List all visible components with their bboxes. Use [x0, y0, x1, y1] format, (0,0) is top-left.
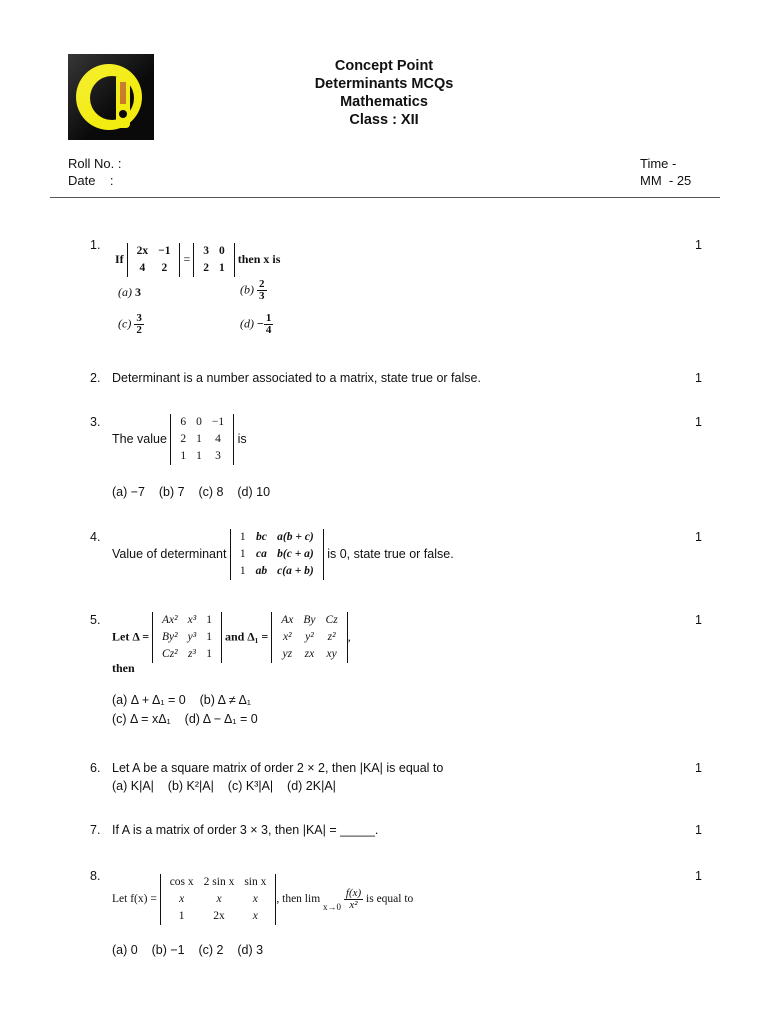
question-number: 4.	[90, 530, 101, 544]
title-class: Class : XII	[349, 112, 419, 128]
question-6-text: Let A be a square matrix of order 2 × 2, then |KA| is equal to	[112, 761, 444, 775]
max-marks-label: MM - 25	[640, 173, 692, 188]
question-number: 2.	[90, 371, 101, 385]
question-5-then: then	[112, 661, 135, 675]
question-8-stem: Let f(x) = cos x 2 sin x sin x x x x 1 2x x , then lim x→0 $\frac{f(x)}{\text{x²}}$ is equal to	[112, 874, 413, 925]
matrix-determinant: 1 bc a(b + c) 1 ca b(c + a) 1 ab c(a + b)	[230, 529, 324, 580]
question-5-options-row2: (c) Δ = xΔ₁ (d) Δ − Δ₁ = 0	[112, 712, 258, 726]
matrix-determinant: 2x −1 4 2	[127, 243, 181, 277]
question-6-options: (a) K|A| (b) K²|A| (c) K³|A| (d) 2K|A|	[112, 779, 336, 793]
question-number: 1.	[90, 238, 101, 252]
option-a: (a) 3	[118, 285, 141, 299]
option-b: (b) $\frac{2}{3}$	[240, 278, 265, 302]
question-3-options: (a) −7 (b) 7 (c) 8 (d) 10	[112, 485, 271, 499]
question-marks: 1	[695, 613, 702, 627]
question-number: 5.	[90, 613, 101, 627]
question-2-text: Determinant is a number associated to a matrix, state true or false.	[112, 371, 481, 385]
title-institute: Concept Point	[334, 58, 434, 74]
question-number: 7.	[90, 823, 101, 837]
matrix-determinant: 3 0 2 1	[193, 243, 235, 277]
question-marks: 1	[695, 530, 702, 544]
question-1-stem: If 2x −1 4 2 = 3 0 2 1 then x is	[115, 243, 280, 277]
question-5-options-row1: (a) Δ + Δ₁ = 0 (b) Δ ≠ Δ₁	[112, 693, 252, 707]
header-divider	[50, 197, 720, 198]
question-8-options: (a) 0 (b) −1 (c) 2 (d) 3	[112, 943, 264, 957]
title-topic: Determinants MCQs	[314, 76, 454, 92]
option-c: (c) $\frac{3}{2}$	[118, 312, 142, 336]
roll-no-label: Roll No. :	[68, 156, 122, 171]
question-4-stem: Value of determinant 1 bc a(b + c) 1 ca b(c + a) 1 ab c(a + b) is 0, state true or false.	[112, 529, 454, 580]
question-marks: 1	[695, 238, 702, 252]
matrix-determinant: Ax² x³ 1 By² y³ 1 Cz² z³ 1	[152, 612, 222, 663]
question-marks: 1	[695, 371, 702, 385]
question-5-stem: Let Δ = Ax² x³ 1 By² y³ 1 Cz² z³ 1 and Δ₁ = Ax By Cz x² y² z² yz zx xy ,	[112, 612, 351, 663]
question-number: 6.	[90, 761, 101, 775]
question-3-stem: The value 6 0 −1 2 1 4 1 1 3 is	[112, 414, 247, 465]
date-label: Date :	[68, 173, 114, 188]
title-subject: Mathematics	[340, 94, 428, 110]
question-marks: 1	[695, 415, 702, 429]
question-marks: 1	[695, 823, 702, 837]
question-number: 3.	[90, 415, 101, 429]
question-marks: 1	[695, 869, 702, 883]
question-number: 8.	[90, 869, 101, 883]
matrix-determinant: 6 0 −1 2 1 4 1 1 3	[170, 414, 234, 465]
time-label: Time -	[640, 156, 677, 171]
concept-point-logo	[68, 54, 154, 140]
matrix-determinant: Ax By Cz x² y² z² yz zx xy	[271, 612, 347, 663]
question-7-text: If A is a matrix of order 3 × 3, then |KA| = _____.	[112, 823, 379, 837]
question-marks: 1	[695, 761, 702, 775]
option-d: (d) − $\frac{1}{4}$	[240, 312, 272, 336]
matrix-determinant: cos x 2 sin x sin x x x x 1 2x x	[160, 874, 277, 925]
